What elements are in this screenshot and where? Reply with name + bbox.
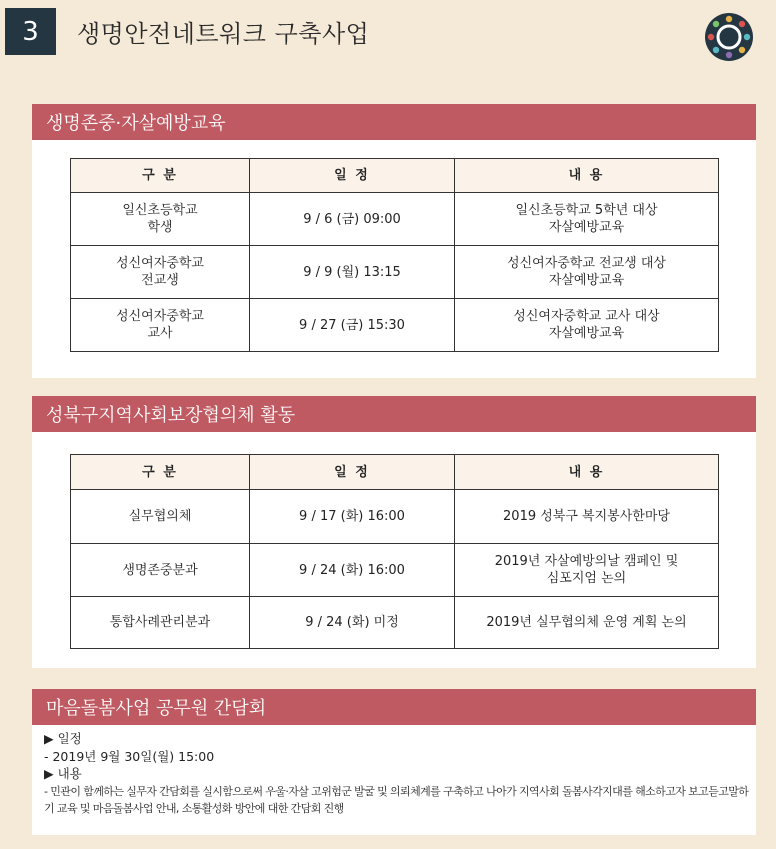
category-line: 일신초등학교 [122,203,198,218]
category-line: 학생 [147,220,173,235]
content-line: 성신여자중학교 교사 대상 [513,309,660,324]
schedule-label: ▶ 일정 [44,731,82,746]
content-line: 자살예방교육 [548,326,625,341]
council-table [70,454,719,649]
section-title-education: 생명존중·자살예방교육 [32,104,756,140]
council-panel [32,432,756,668]
category-line: 교사 [147,326,173,341]
schedule-cell: 9 / 24 (화) 16:00 [250,544,455,597]
section-title-council: 성북구지역사회보장협의체 활동 [32,396,756,432]
content-line: 자살예방교육 [548,273,625,288]
category-line: 성신여자중학교 [116,256,204,271]
page-header [0,0,776,62]
content-text: - 민관이 함께하는 실무자 간담회를 실시함으로써 우울·자살 고위험군 발굴 및 의뢰체계를 구축하고 나아가 지역사회 돌봄사각지대를 해소하고자 보고듣고말하기 교육 및 마음돌봄사업 안내, 소통활성화 방안에 대한 간담회 진행 [44,784,749,815]
category-line: 성신여자중학교 [116,309,204,324]
content-cell: 2019 성북구 복지봉사한마당 [455,490,719,544]
schedule-text: - 2019년 9월 30일(월) 15:00 [44,748,215,764]
category-cell: 생명존중분과 [71,544,250,597]
category-cell: 실무협의체 [71,490,250,544]
schedule-cell: 9 / 27 (금) 15:30 [250,299,455,352]
content-line: 자살예방교육 [548,220,625,235]
table-row [71,544,719,597]
category-line: 전교생 [141,273,179,288]
col-header-content: 내 용 [455,159,719,193]
content-line: 2019년 자살예방의날 캠페인 및 [494,554,679,569]
education-panel [32,140,756,378]
education-table [70,158,719,352]
content-cell: 2019년 실무협의체 운영 계획 논의 [455,597,719,649]
table-row [71,597,719,649]
schedule-cell: 9 / 24 (화) 미정 [250,597,455,649]
category-cell: 통합사례관리분과 [71,597,250,649]
content-label: ▶ 내용 [44,766,82,781]
network-logo-icon [704,12,754,62]
content-line: 심포지엄 논의 [546,571,627,586]
section-title-meeting: 마음돌봄사업 공무원 간담회 [32,689,756,725]
schedule-cell: 9 / 6 (금) 09:00 [250,193,455,246]
col-header-schedule: 일 정 [250,159,455,193]
section-number-badge: 3 [5,8,56,55]
schedule-cell: 9 / 9 (월) 13:15 [250,246,455,299]
col-header-category: 구 분 [71,159,250,193]
col-header-schedule: 일 정 [250,455,455,490]
table-row [71,490,719,544]
col-header-content: 내 용 [455,455,719,490]
meeting-notes [44,730,754,818]
schedule-cell: 9 / 17 (화) 16:00 [250,490,455,544]
table-row [71,193,719,246]
col-header-category: 구 분 [71,455,250,490]
page-title: 생명안전네트워크 구축사업 [77,20,370,48]
table-row [71,299,719,352]
content-line: 성신여자중학교 전교생 대상 [507,256,666,271]
content-line: 일신초등학교 5학년 대상 [515,203,658,218]
table-row [71,246,719,299]
